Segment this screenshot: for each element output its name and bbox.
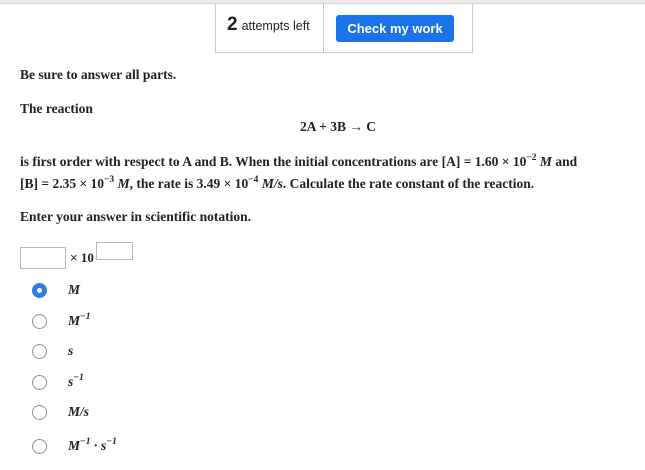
radio-button[interactable] — [32, 375, 47, 390]
radio-button-selected[interactable] — [32, 283, 47, 298]
multiply-dot: · — [93, 438, 99, 453]
question-line-2 — [20, 176, 534, 192]
radio-button[interactable] — [32, 344, 47, 359]
unit: M — [539, 154, 552, 169]
unit-option-label — [68, 313, 91, 329]
unit-exponent: −1 — [73, 373, 84, 383]
unit-option-label — [68, 374, 84, 390]
scientific-notation-instruction: Enter your answer in scientific notation. — [20, 209, 252, 224]
ten-label: 10 — [80, 250, 94, 265]
unit-option-label — [68, 282, 80, 298]
exponent: −3 — [104, 175, 115, 185]
instruction-text: Be sure to answer all parts. — [20, 67, 177, 82]
times-symbol: × — [70, 250, 78, 265]
unit-option-label — [68, 438, 117, 454]
unit-option-label — [68, 343, 73, 359]
unit-base: M — [68, 438, 81, 453]
question-line-2-end: . Calculate the rate constant of the reaction. — [282, 176, 535, 191]
unit-option-s-inverse[interactable] — [32, 371, 232, 393]
unit-exponent: −1 — [106, 437, 117, 447]
unit-option-m-per-s[interactable] — [32, 401, 232, 423]
unit-option-s[interactable] — [32, 340, 232, 362]
attempts-label: attempts left — [241, 19, 310, 33]
question-line-2-mid: , the rate is 3.49 × 10 — [129, 176, 249, 191]
unit-option-m-inverse[interactable] — [32, 310, 232, 332]
unit-base: s — [68, 374, 74, 389]
times-ten-label — [70, 250, 94, 266]
attempts-left-indicator — [227, 14, 310, 40]
unit-base: s — [101, 438, 107, 453]
unit-base: M — [68, 313, 81, 328]
unit-option-label — [68, 404, 89, 420]
radio-button[interactable] — [32, 405, 47, 420]
unit-option-m-inverse-s-inverse[interactable] — [32, 435, 232, 457]
unit: M — [117, 176, 130, 191]
unit: M/s — [261, 176, 283, 191]
radio-button[interactable] — [32, 314, 47, 329]
unit-exponent: −1 — [80, 312, 91, 322]
intro-text: The reaction — [20, 101, 93, 116]
check-my-work-button[interactable]: Check my work — [336, 15, 454, 42]
mantissa-input[interactable] — [20, 247, 66, 269]
question-line-1-end: and — [551, 154, 578, 169]
radio-button[interactable] — [32, 439, 47, 454]
question-line-1 — [20, 154, 577, 170]
unit-base: M — [68, 282, 81, 297]
exponent-input[interactable] — [96, 242, 133, 260]
attempts-count: 2 — [227, 14, 238, 35]
reaction-equation: 2A + 3B → C — [300, 119, 376, 134]
unit-base: M/s — [68, 404, 90, 419]
unit-option-m[interactable] — [32, 279, 232, 301]
question-line-1-text: is first order with respect to A and B. When the initial concentrations are [A] = 1.60 × 10 — [20, 154, 527, 169]
question-line-2-text: [B] = 2.35 × 10 — [20, 176, 105, 191]
exponent: −4 — [248, 175, 259, 185]
header-divider — [323, 4, 324, 53]
unit-exponent: −1 — [80, 437, 91, 447]
unit-base: s — [68, 343, 74, 358]
exponent: −2 — [526, 153, 537, 163]
